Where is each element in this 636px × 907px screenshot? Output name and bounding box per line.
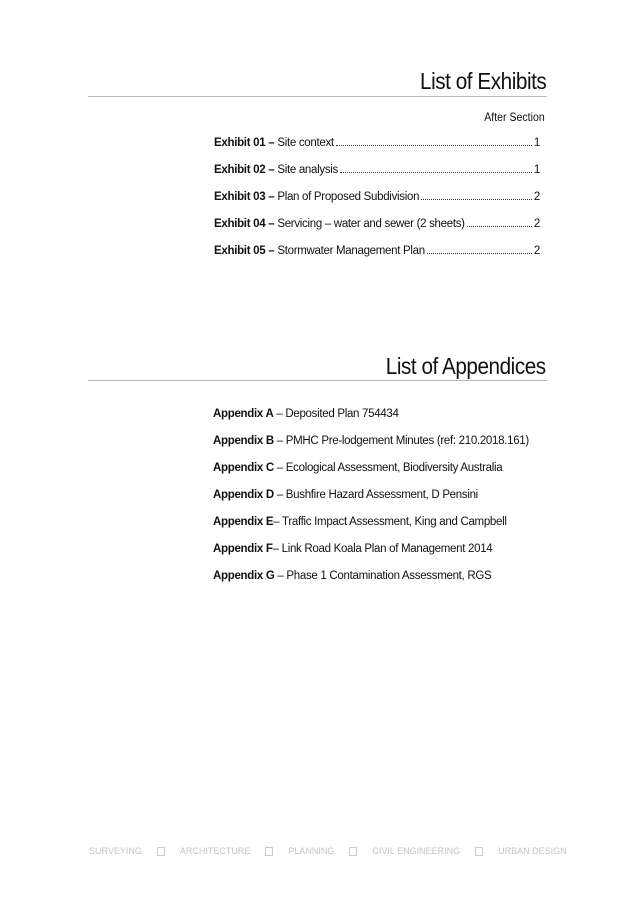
exhibit-title: Stormwater Management Plan bbox=[277, 245, 425, 257]
exhibits-heading: List of Exhibits bbox=[419, 68, 546, 94]
appendix-text: – Ecological Assessment, Biodiversity Australia bbox=[273, 462, 503, 474]
appendix-text: – Deposited Plan 754434 bbox=[273, 408, 399, 420]
dot-leader bbox=[340, 172, 532, 173]
appendix-entry[interactable] bbox=[213, 489, 478, 501]
separator-box-icon bbox=[475, 847, 483, 856]
appendix-text: – Link Road Koala Plan of Management 2014 bbox=[272, 543, 493, 555]
exhibit-label: Exhibit 04 – bbox=[214, 218, 275, 230]
exhibit-entry[interactable] bbox=[214, 164, 540, 179]
exhibit-page: 1 bbox=[533, 137, 540, 149]
exhibit-entry[interactable] bbox=[214, 191, 540, 206]
appendix-label: Appendix E bbox=[213, 516, 274, 528]
appendix-text: – Phase 1 Contamination Assessment, RGS bbox=[274, 570, 492, 582]
exhibits-divider bbox=[88, 96, 547, 97]
appendix-label: Appendix D bbox=[213, 489, 274, 501]
footer-item: ARCHITECTURE bbox=[179, 846, 251, 856]
exhibit-title: Servicing – water and sewer (2 sheets) bbox=[277, 218, 465, 230]
appendix-label: Appendix A bbox=[213, 408, 274, 420]
separator-box-icon bbox=[265, 847, 273, 856]
dot-leader bbox=[467, 226, 532, 227]
exhibit-title: Site context bbox=[277, 137, 334, 149]
separator-box-icon bbox=[349, 847, 357, 856]
exhibit-title: Plan of Proposed Subdivision bbox=[277, 191, 420, 203]
appendices-heading: List of Appendices bbox=[386, 353, 546, 379]
exhibit-entry[interactable] bbox=[214, 137, 540, 152]
appendix-entry[interactable] bbox=[213, 516, 507, 528]
dot-leader bbox=[336, 145, 532, 146]
dot-leader bbox=[421, 199, 532, 200]
exhibit-entry[interactable] bbox=[214, 245, 540, 260]
appendix-entry[interactable] bbox=[213, 462, 502, 474]
appendices-divider bbox=[88, 380, 547, 381]
exhibit-page: 1 bbox=[533, 164, 540, 176]
dot-leader bbox=[427, 253, 532, 254]
appendix-entry[interactable] bbox=[213, 435, 529, 447]
exhibit-label: Exhibit 01 – bbox=[214, 137, 275, 149]
exhibit-label: Exhibit 03 – bbox=[214, 191, 275, 203]
after-section-label: After Section bbox=[484, 110, 545, 124]
appendix-text: – Traffic Impact Assessment, King and Campbell bbox=[273, 516, 507, 528]
exhibit-page: 2 bbox=[533, 191, 540, 203]
footer-item: SURVEYING bbox=[89, 846, 142, 856]
appendix-text: – Bushfire Hazard Assessment, D Pensini bbox=[273, 489, 478, 501]
exhibit-title: Site analysis bbox=[277, 164, 338, 176]
appendix-text: – PMHC Pre-lodgement Minutes (ref: 210.2018.161) bbox=[273, 435, 529, 447]
appendix-label: Appendix B bbox=[213, 435, 274, 447]
page-footer bbox=[89, 846, 567, 856]
exhibit-entry[interactable] bbox=[214, 218, 540, 233]
appendix-label: Appendix F bbox=[213, 543, 273, 555]
appendix-entry[interactable] bbox=[213, 408, 399, 420]
appendix-entry[interactable] bbox=[213, 543, 492, 555]
appendix-entry[interactable] bbox=[213, 570, 491, 582]
appendix-label: Appendix C bbox=[213, 462, 274, 474]
exhibit-page: 2 bbox=[533, 218, 540, 230]
separator-box-icon bbox=[157, 847, 165, 856]
footer-item: PLANNING bbox=[288, 846, 335, 856]
footer-item: CIVIL ENGINEERING bbox=[372, 846, 461, 856]
footer-item: URBAN DESIGN bbox=[498, 846, 567, 856]
exhibit-label: Exhibit 05 – bbox=[214, 245, 275, 257]
exhibit-label: Exhibit 02 – bbox=[214, 164, 275, 176]
appendix-label: Appendix G bbox=[213, 570, 275, 582]
exhibit-page: 2 bbox=[533, 245, 540, 257]
